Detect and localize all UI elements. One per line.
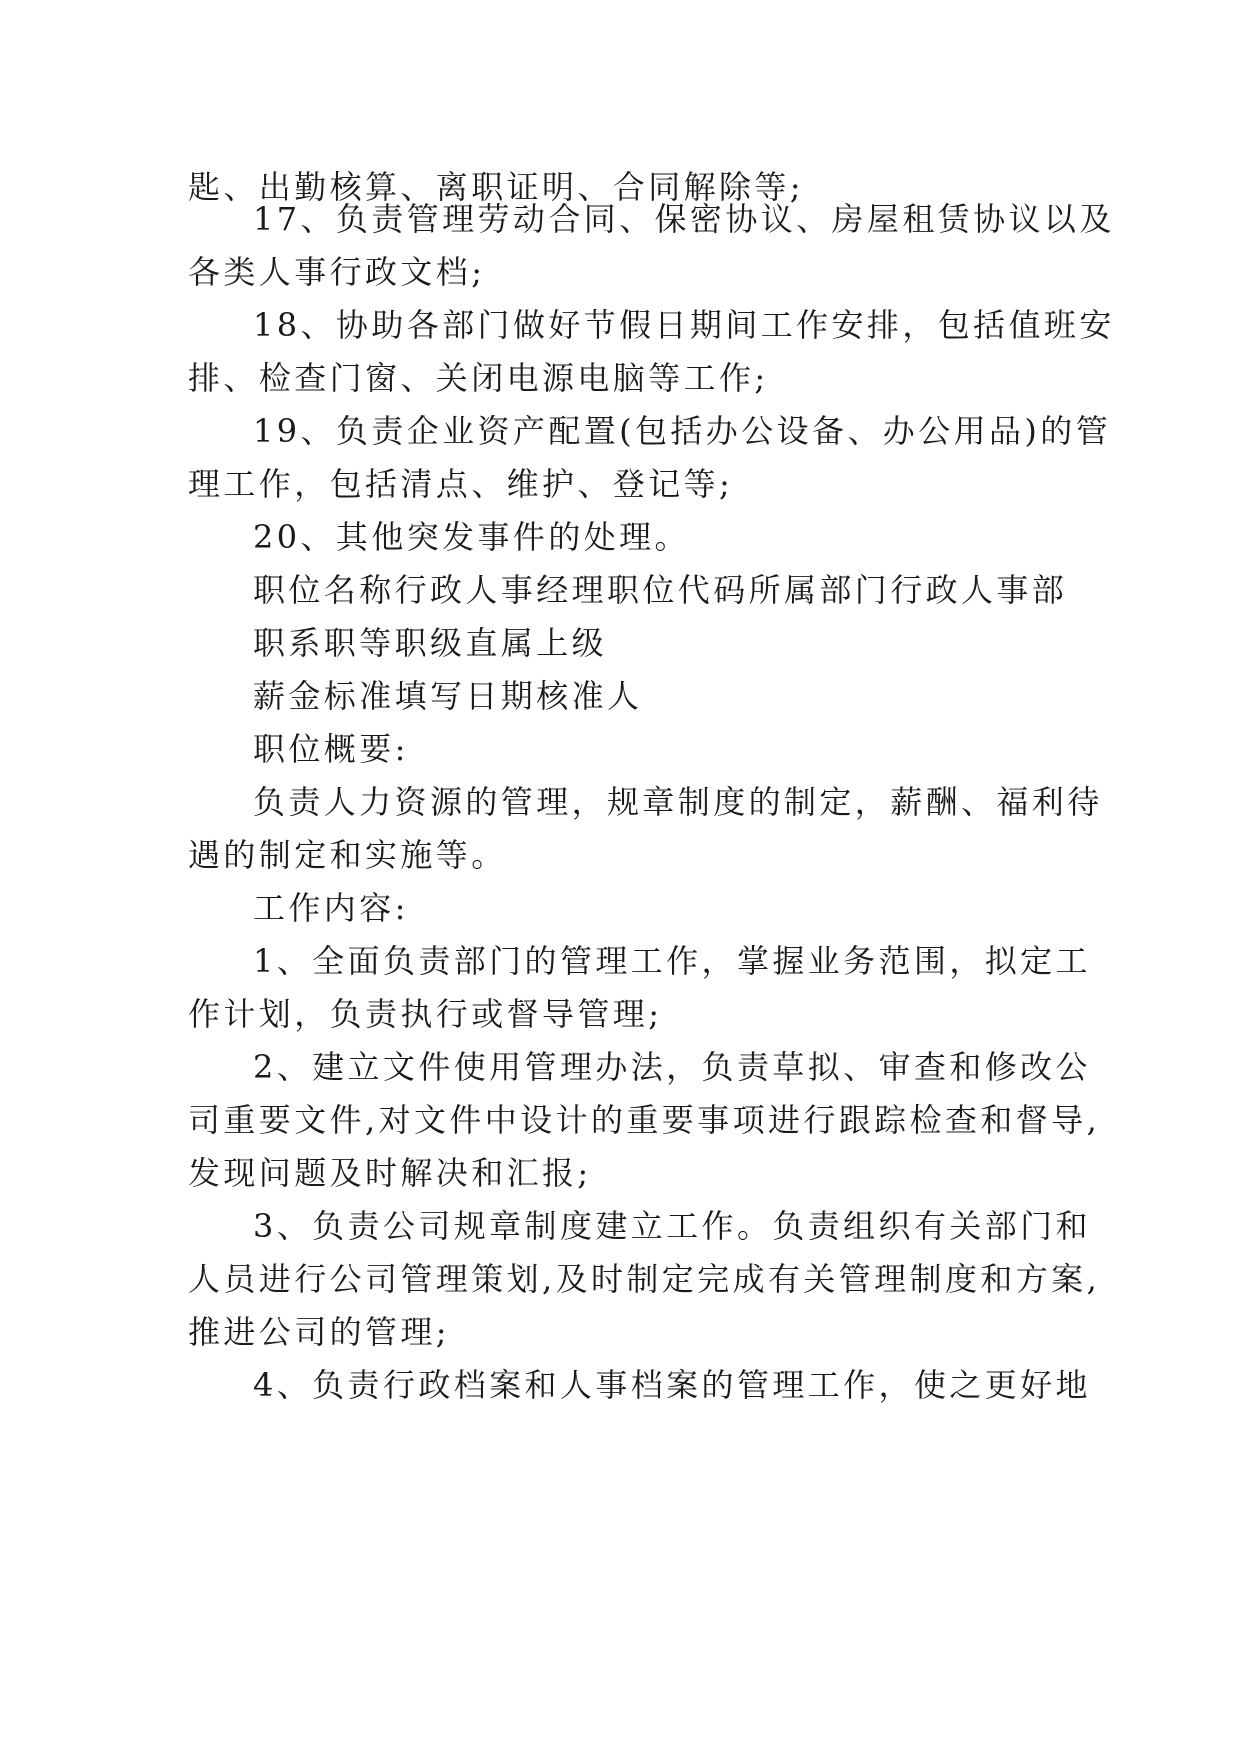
- text-line: 人员进行公司管理策划,及时制定完成有关管理制度和方案,: [188, 1260, 1101, 1298]
- text-line: 推进公司的管理;: [188, 1313, 450, 1351]
- text-line: 作计划，负责执行或督导管理;: [188, 995, 663, 1033]
- text-line: 2、建立文件使用管理办法，负责草拟、审查和修改公: [253, 1048, 1091, 1086]
- text-line: 工作内容:: [253, 889, 409, 927]
- text-line: 1、全面负责部门的管理工作，掌握业务范围，拟定工: [253, 942, 1091, 980]
- text-line: 发现问题及时解决和汇报;: [188, 1154, 592, 1192]
- text-line: 负责人力资源的管理，规章制度的制定，薪酬、福利待: [253, 783, 1103, 821]
- text-line: 20、其他突发事件的处理。: [253, 518, 690, 556]
- text-line: 薪金标准填写日期核准人: [253, 677, 643, 715]
- text-line: 匙、出勤核算、离职证明、合同解除等;: [188, 168, 804, 206]
- text-line: 职位概要:: [253, 730, 409, 768]
- text-line: 理工作，包括清点、维护、登记等;: [188, 465, 734, 503]
- text-line: 遇的制定和实施等。: [188, 836, 507, 874]
- text-line: 司重要文件,对文件中设计的重要事项进行跟踪检查和督导,: [188, 1101, 1101, 1139]
- text-line: 3、负责公司规章制度建立工作。负责组织有关部门和: [253, 1207, 1091, 1245]
- text-line: 职位名称行政人事经理职位代码所属部门行政人事部: [253, 571, 1068, 609]
- text-line: 17、负责管理劳动合同、保密协议、房屋租赁协议以及: [253, 200, 1115, 238]
- text-line: 4、负责行政档案和人事档案的管理工作，使之更好地: [253, 1366, 1091, 1404]
- text-line: 排、检查门窗、关闭电源电脑等工作;: [188, 359, 769, 397]
- text-line: 各类人事行政文档;: [188, 253, 486, 291]
- text-line: 职系职等职级直属上级: [253, 624, 608, 662]
- text-line: 19、负责企业资产配置(包括办公设备、办公用品)的管: [253, 412, 1112, 450]
- text-line: 18、协助各部门做好节假日期间工作安排，包括值班安: [253, 306, 1115, 344]
